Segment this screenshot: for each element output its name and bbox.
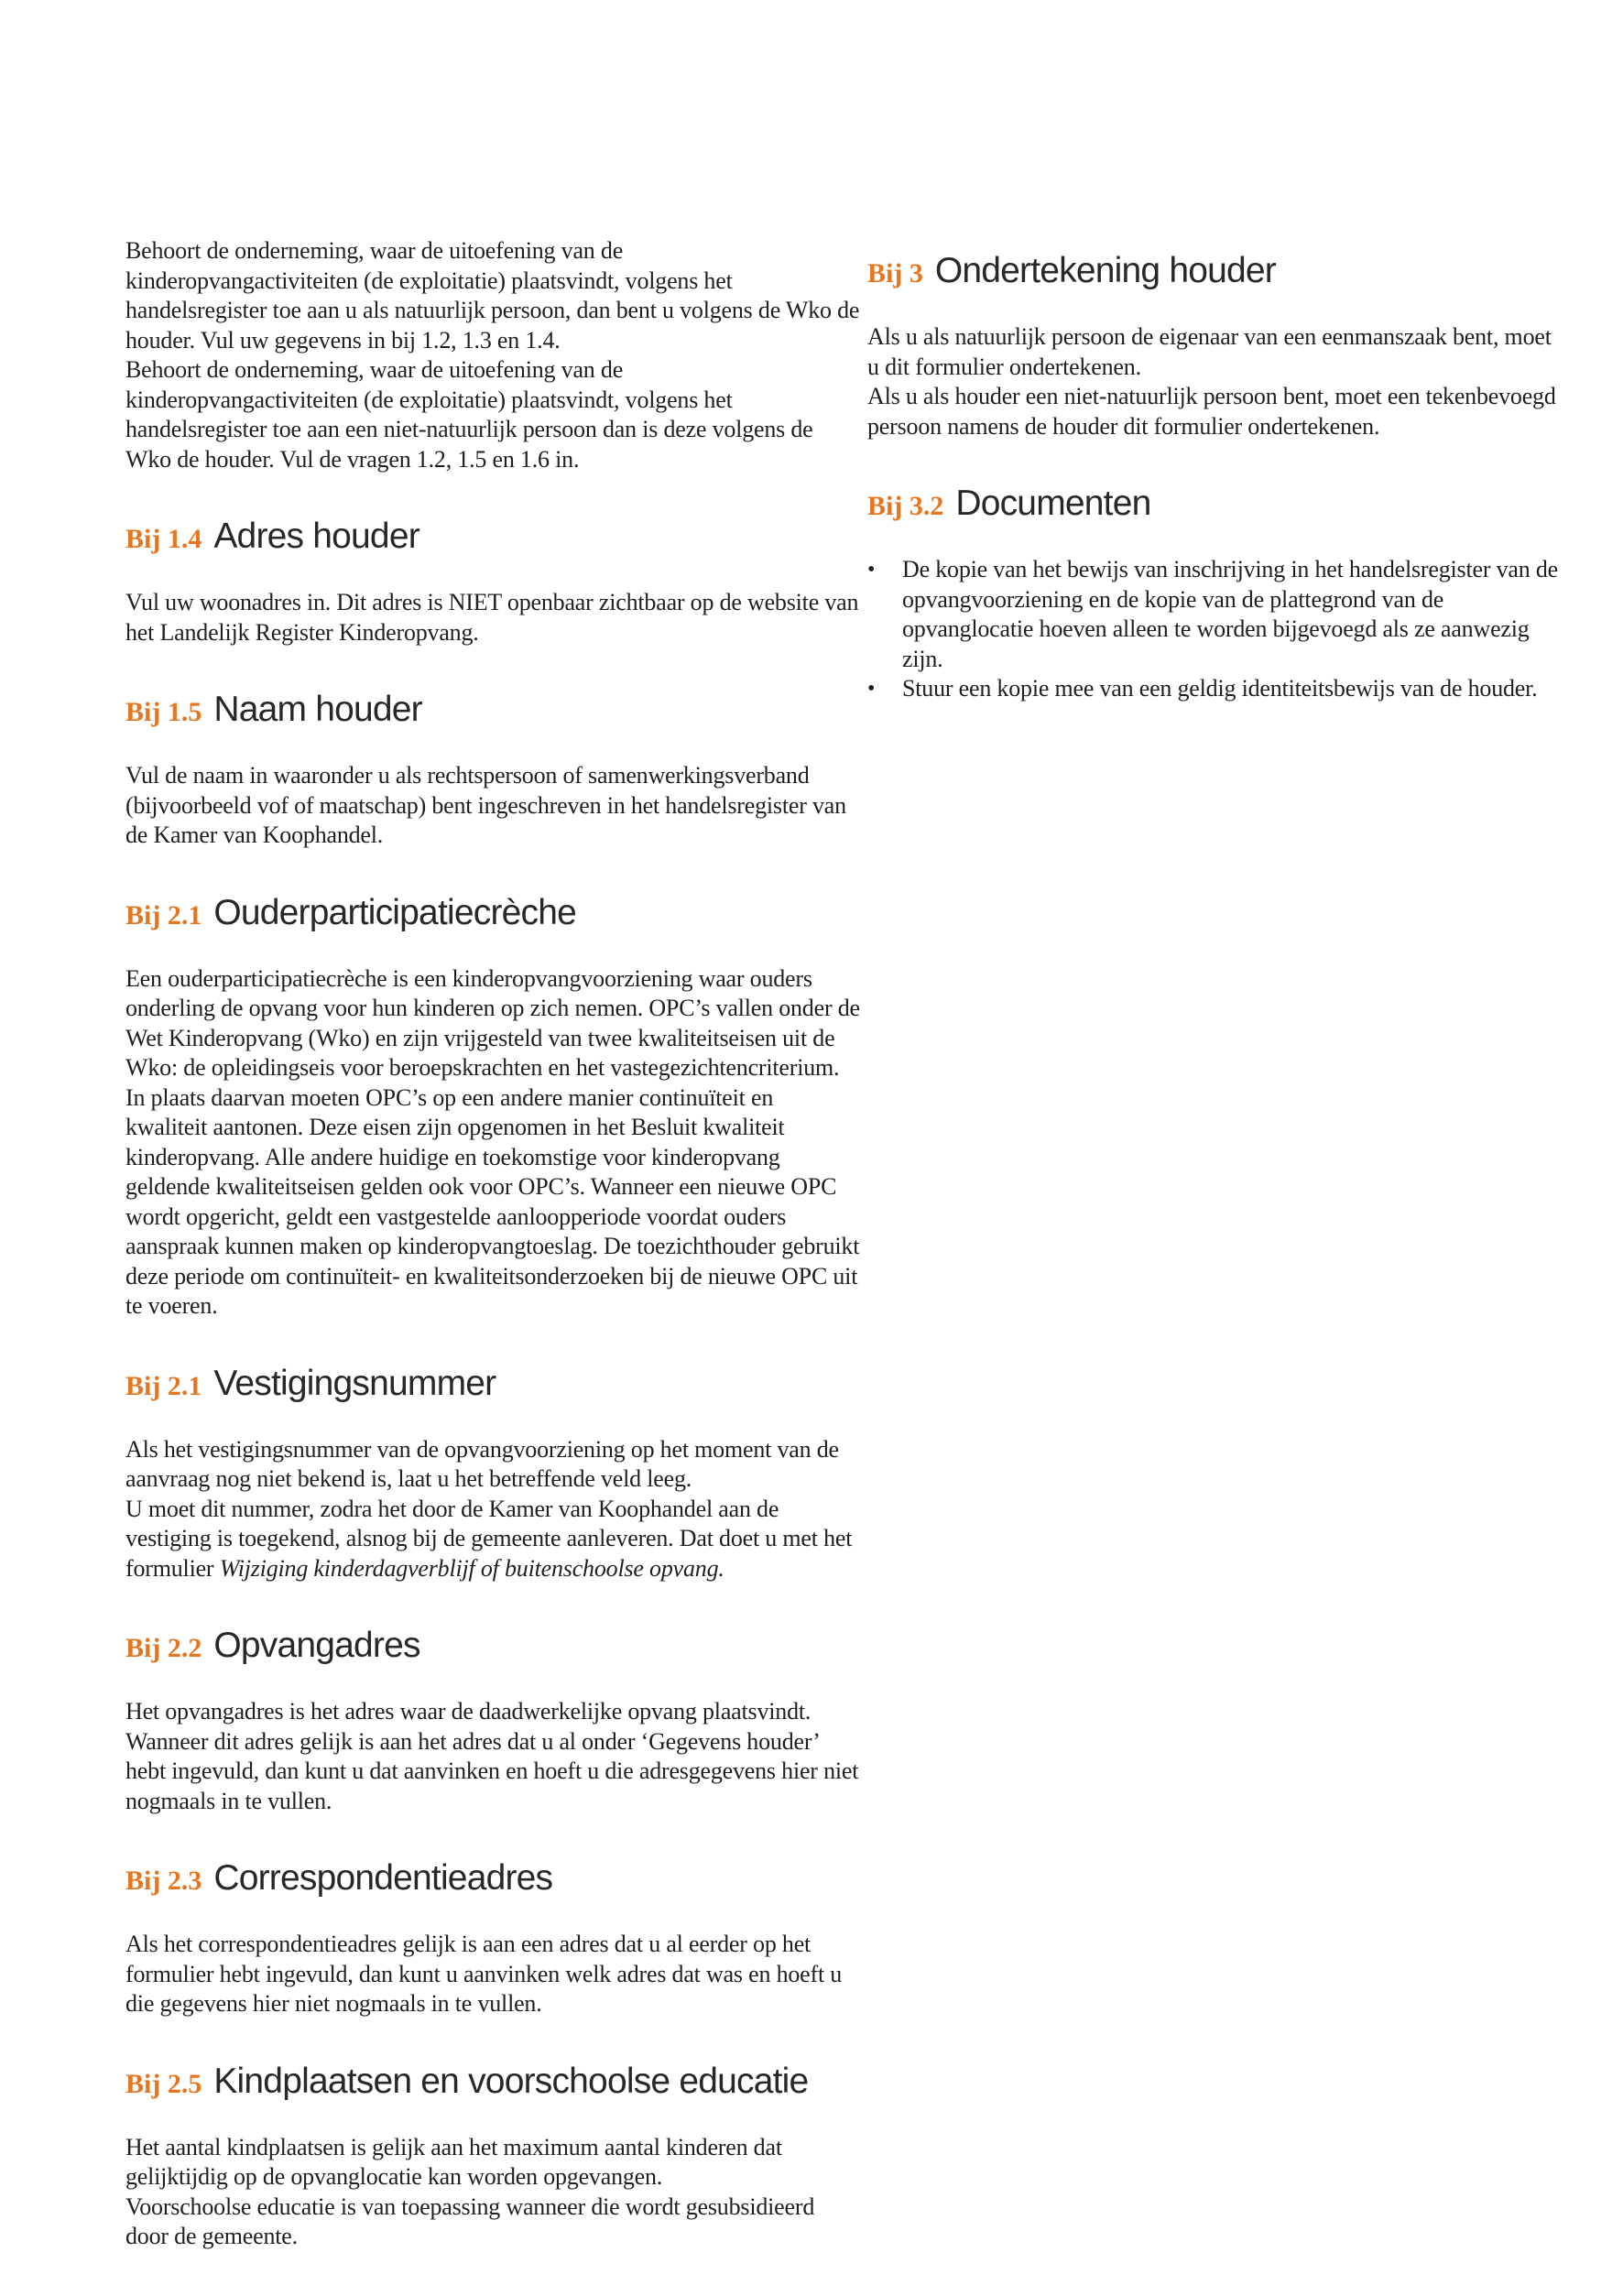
- section-correspondentieadres: [125, 1858, 860, 2019]
- bullet-item: [867, 674, 1567, 704]
- body-paragraph: Als het correspondentieadres gelijk is aan een adres dat u al eerder op het formulier hebt ingevuld, dan kunt u aanvinken welk adres dat was en hoeft u die gegevens hier niet nogmaals in te vullen.: [125, 1931, 843, 2017]
- body-paragraph: Vul uw woonadres in. Dit adres is NIET openbaar zichtbaar op de website van het Landelijk Register Kinderopvang.: [125, 589, 859, 646]
- section-heading: [125, 2062, 860, 2102]
- body-paragraph: Een ouderparticipatiecrèche is een kinderopvangvoorziening waar ouders onderling de opvang voor hun kinderen op zich nemen. OPC’s vallen onder de Wet Kinderopvang (Wko) en zijn vrijgesteld van twee kwaliteitseisen uit de Wko: de opleidingseis voor beroepskrachten en het vastegezichtencriterium. In plaats daarvan moeten OPC’s op een andere manier continuïteit en kwaliteit aantonen. Deze eisen zijn opgenomen in het Besluit kwaliteit kinderopvang. Alle andere huidige en toekomstige voor kinderopvang geldende kwaliteitseisen gelden ook voor OPC’s. Wanneer een nieuwe OPC wordt opgericht, geldt een vastgestelde aanloopperiode voordat ouders aanspraak kunnen maken op kinderopvangtoeslag. De toezichthouder gebruikt deze periode om continuïteit- en kwaliteitsonderzoeken bij de nieuwe OPC uit te voeren.: [125, 964, 860, 1319]
- intro-block: [125, 236, 860, 474]
- bij-label: Bij 2.1: [125, 1370, 202, 1401]
- body-paragraph: Voorschoolse educatie is van toepassing wanneer die wordt gesubsidieerd door de gemeente.: [125, 2193, 815, 2249]
- section-adres-houder: [125, 517, 860, 647]
- section-heading: [125, 1364, 860, 1404]
- section-heading: [125, 690, 860, 730]
- section-title: Vestigingsnummer: [213, 1363, 496, 1403]
- section-heading: [867, 251, 1567, 291]
- section-heading: [125, 1626, 860, 1666]
- bullet-list: [867, 555, 1567, 704]
- body-paragraph: Als het vestigingsnummer van de opvangvoorziening op het moment van de aanvraag nog niet bekend is, laat u het betreffende veld leeg.: [125, 1435, 839, 1492]
- bullet-item: [867, 555, 1567, 674]
- body-paragraph: Vul de naam in waaronder u als rechtspersoon of samenwerkingsverband (bijvoorbeeld vof of maatschap) bent ingeschreven in het handelsregister van de Kamer van Koophandel.: [125, 762, 846, 848]
- bij-label: Bij 1.4: [125, 524, 202, 554]
- body-paragraph: [125, 1495, 860, 1584]
- section-title: Kindplaatsen en voorschoolse educatie: [213, 2061, 809, 2101]
- bij-label: Bij 2.3: [125, 1866, 202, 1896]
- section-title: Ouderparticipatiecrèche: [213, 892, 576, 932]
- section-heading: [125, 893, 860, 933]
- section-heading: [125, 517, 860, 557]
- bullet-icon: •: [867, 558, 876, 582]
- bullet-text: De kopie van het bewijs van inschrijving in het handelsregister van de opvangvoorziening en de kopie van de plattegrond van de opvanglocatie hoeven alleen te worden bijgevoegd als ze aanwezig zijn.: [902, 556, 1558, 672]
- body-paragraph: Het aantal kindplaatsen is gelijk aan het maximum aantal kinderen dat gelijktijdig op de opvanglocatie kan worden opgevangen.: [125, 2133, 782, 2190]
- section-ondertekening-houder: [867, 251, 1567, 441]
- bij-label: Bij 2.5: [125, 2068, 202, 2099]
- section-title: Naam houder: [213, 690, 422, 729]
- intro-paragraph: Behoort de onderneming, waar de uitoefening van de kinderopvangactiviteiten (de exploitatie) plaatsvindt, volgens het handelsregister toe aan u als natuurlijk persoon, dan bent u volgens de Wko de houder. Vul uw gegevens in bij 1.2, 1.3 en 1.4.: [125, 237, 860, 354]
- bij-label: Bij 2.1: [125, 899, 202, 930]
- section-heading: [125, 1858, 860, 1899]
- bullet-icon: •: [867, 677, 876, 701]
- section-heading: [867, 484, 1567, 524]
- bij-label: Bij 2.2: [125, 1633, 202, 1663]
- section-vestigingsnummer: [125, 1364, 860, 1584]
- body-paragraph: Als u als natuurlijk persoon de eigenaar van een eenmanszaak bent, moet u dit formulier ondertekenen.: [867, 323, 1552, 380]
- section-documenten: [867, 484, 1567, 704]
- left-column: [125, 236, 860, 2252]
- body-text: U moet dit nummer, zodra het door de Kamer van Koophandel aan de vestiging is toegekend, alsnog bij de gemeente aanleveren. Dat doet u met het formulier: [125, 1495, 853, 1582]
- section-title: Correspondentieadres: [213, 1858, 553, 1898]
- section-title: Adres houder: [213, 517, 419, 556]
- bullet-text: Stuur een kopie mee van een geldig identiteitsbewijs van de houder.: [902, 675, 1538, 702]
- body-paragraph: Als u als houder een niet-natuurlijk persoon bent, moet een tekenbevoegd persoon namens de houder dit formulier ondertekenen.: [867, 383, 1556, 440]
- form-name-italic: Wijziging kinderdagverblijf of buitenschoolse opvang.: [219, 1554, 724, 1582]
- body-paragraph: Het opvangadres is het adres waar de daadwerkelijke opvang plaatsvindt. Wanneer dit adres gelijk is aan het adres dat u al onder ‘Gegevens houder’ hebt ingevuld, dan kunt u dat aanvinken en hoeft u die adresgegevens hier niet nogmaals in te vullen.: [125, 1698, 859, 1814]
- section-title: Ondertekening houder: [934, 251, 1276, 290]
- section-ouderparticipatiecreche: [125, 893, 860, 1322]
- section-naam-houder: [125, 690, 860, 851]
- bij-label: Bij 1.5: [125, 697, 202, 727]
- section-opvangadres: [125, 1626, 860, 1816]
- section-title: Documenten: [955, 484, 1151, 523]
- bij-label: Bij 3.2: [867, 491, 944, 521]
- intro-paragraph: Behoort de onderneming, waar de uitoefening van de kinderopvangactiviteiten (de exploitatie) plaatsvindt, volgens het handelsregister toe aan een niet-natuurlijk persoon dan is deze volgens de Wko de houder. Vul de vragen 1.2, 1.5 en 1.6 in.: [125, 356, 813, 473]
- section-kindplaatsen: [125, 2062, 860, 2252]
- right-column: [867, 236, 1567, 704]
- bij-label: Bij 3: [867, 258, 923, 288]
- section-title: Opvangadres: [213, 1626, 420, 1665]
